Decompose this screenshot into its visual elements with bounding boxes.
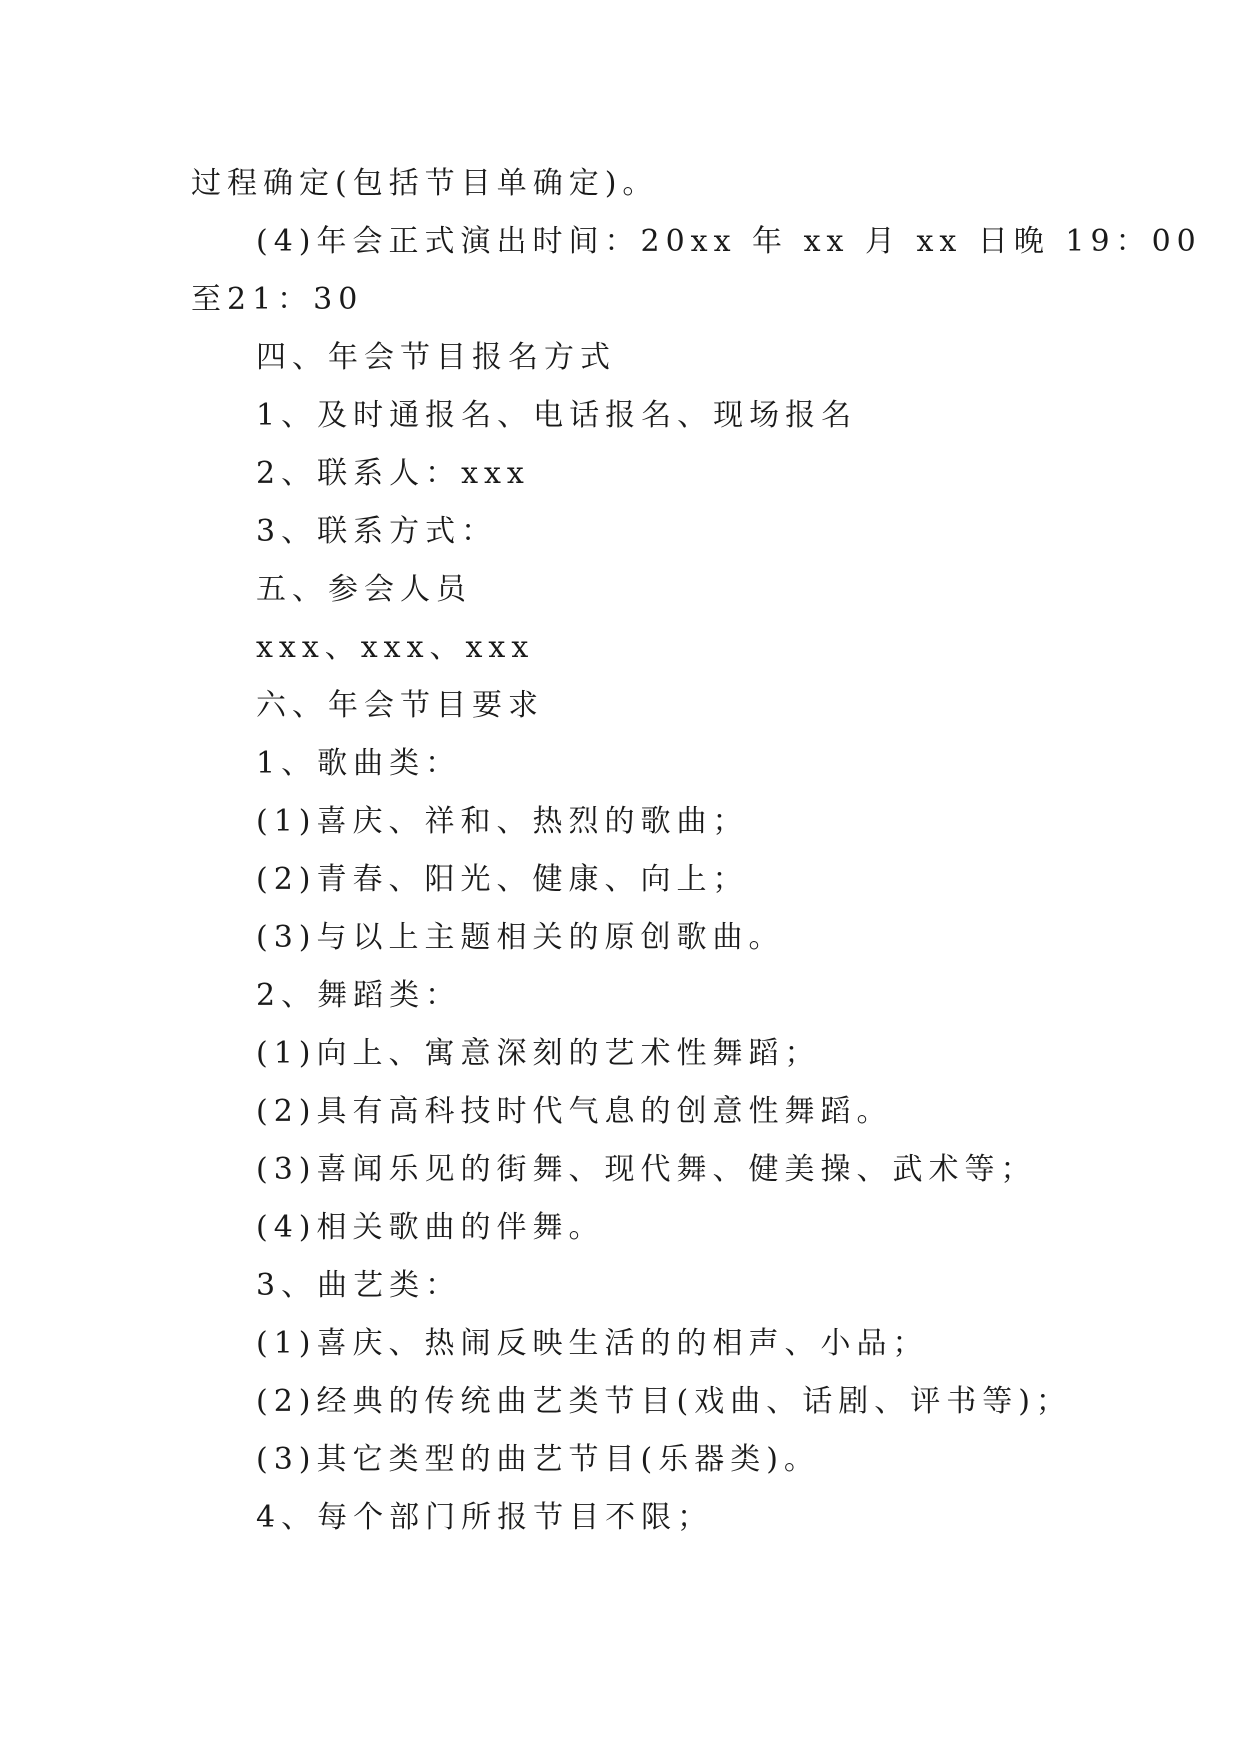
text-line-performance-time: (4)年会正式演出时间：20xx 年 xx 月 xx 日晚 19：00 [256,224,1202,259]
list-item: (3)与以上主题相关的原创歌曲。 [256,920,785,955]
section-heading-registration: 四、年会节目报名方式 [256,340,616,375]
list-item: (2)经典的传统曲艺类节目(戏曲、话剧、评书等)； [256,1384,1072,1419]
list-item: (3)其它类型的曲艺节目(乐器类)。 [256,1442,820,1477]
subheading-dance: 2、舞蹈类： [256,978,462,1013]
text-line-registration-methods: 1、及时通报名、电话报名、现场报名 [256,398,858,433]
section-heading-attendees: 五、参会人员 [256,572,472,607]
list-item: (1)喜庆、祥和、热烈的歌曲； [256,804,749,839]
text-line-performance-time-end: 至21：30 [191,282,364,317]
list-item: (4)相关歌曲的伴舞。 [256,1210,605,1245]
list-item: (1)向上、寓意深刻的艺术性舞蹈； [256,1036,821,1071]
list-item: (1)喜庆、热闹反映生活的的相声、小品； [256,1326,929,1361]
text-line-department-limit: 4、每个部门所报节目不限； [256,1500,714,1535]
list-item: (3)喜闻乐见的街舞、现代舞、健美操、武术等； [256,1152,1037,1187]
text-line-contact-method: 3、联系方式： [256,514,498,549]
subheading-songs: 1、歌曲类： [256,746,462,781]
text-line-continuation: 过程确定(包括节目单确定)。 [191,166,659,201]
text-line-contact-person: 2、联系人：xxx [256,456,530,491]
section-heading-requirements: 六、年会节目要求 [256,688,544,723]
list-item: (2)青春、阳光、健康、向上； [256,862,749,897]
text-line-attendee-names: xxx、xxx、xxx [256,630,535,665]
subheading-folk-arts: 3、曲艺类： [256,1268,462,1303]
list-item: (2)具有高科技时代气息的创意性舞蹈。 [256,1094,893,1129]
